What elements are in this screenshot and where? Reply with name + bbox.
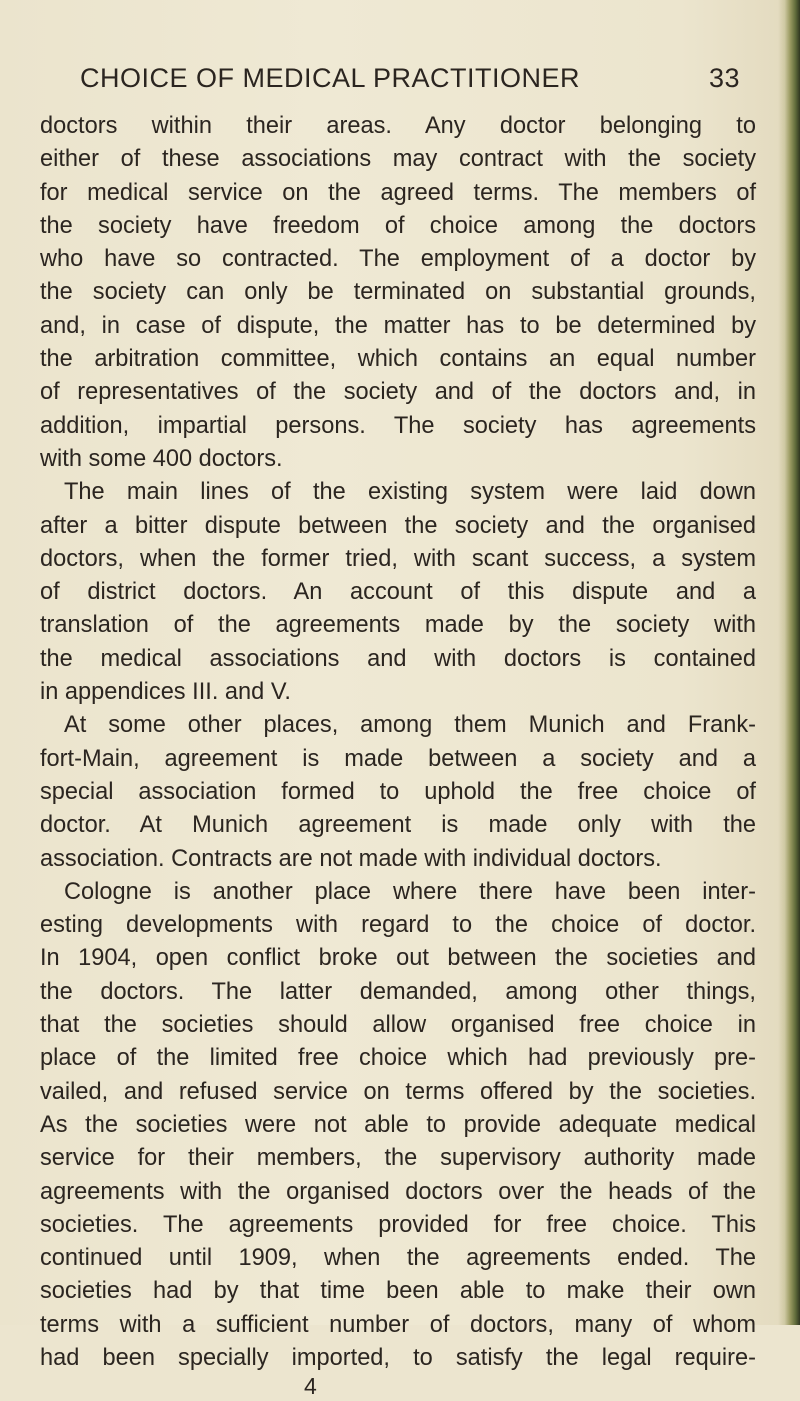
text-line: special association formed to uphold the free choice of — [40, 778, 756, 805]
text-line: Cologne is another place where there have been inter- — [64, 878, 756, 905]
text-line: fort-Main, agreement is made between a society and a — [40, 745, 756, 772]
text-line: doctors, when the former tried, with scant success, a system — [40, 545, 756, 572]
text-line: service for their members, the supervisory authority made — [40, 1145, 756, 1172]
text-line: At some other places, among them Munich and Frank- — [64, 712, 756, 739]
text-line: In 1904, open conflict broke out between the societies and — [40, 945, 756, 972]
signature-mark: 4 — [304, 1373, 317, 1399]
text-line: who have so contracted. The employment of a doctor by — [40, 246, 756, 273]
running-head — [80, 58, 740, 98]
text-line: after a bitter dispute between the society and the organised — [40, 512, 756, 539]
text-line: place of the limited free choice which had previously pre- — [40, 1045, 756, 1072]
text-line: translation of the agreements made by the society with — [40, 612, 756, 639]
text-line: of representatives of the society and of the doctors and, in — [40, 379, 756, 406]
text-line: that the societies should allow organised free choice in — [40, 1012, 756, 1039]
text-line: agreements with the organised doctors over the heads of the — [40, 1178, 756, 1205]
text-line: the society can only be terminated on substantial grounds, — [40, 279, 756, 306]
text-line: had been specially imported, to satisfy the legal require- — [40, 1344, 756, 1371]
running-title: CHOICE OF MEDICAL PRACTITIONER — [80, 63, 581, 93]
text-line: and, in case of dispute, the matter has to be determined by — [40, 312, 756, 339]
text-line: either of these associations may contract with the society — [40, 146, 756, 173]
text-line: vailed, and refused service on terms offered by the societies. — [40, 1078, 756, 1105]
text-line: addition, impartial persons. The society has agreements — [40, 412, 756, 439]
text-line: doctor. At Munich agreement is made only with the — [40, 812, 756, 839]
text-line: terms with a sufficient number of doctors, many of whom — [40, 1311, 756, 1338]
body-text — [24, 110, 764, 1375]
text-line: the society have freedom of choice among the doctors — [40, 212, 756, 239]
book-spine-edge — [778, 0, 800, 1325]
text-line: association. Contracts are not made with individual doctors. — [40, 845, 662, 872]
text-line: doctors within their areas. Any doctor belonging to — [40, 113, 756, 139]
text-line: societies had by that time been able to make their own — [40, 1278, 756, 1305]
text-line: the arbitration committee, which contains an equal number — [40, 346, 756, 373]
text-line: of district doctors. An account of this dispute and a — [40, 579, 756, 606]
text-line: the medical associations and with doctors is contained — [40, 645, 756, 672]
text-line: The main lines of the existing system were laid down — [64, 479, 756, 506]
text-line: As the societies were not able to provide adequate medical — [40, 1111, 756, 1138]
text-line: for medical service on the agreed terms. The members of — [40, 179, 756, 206]
text-line: continued until 1909, when the agreements ended. The — [40, 1245, 756, 1272]
text-line: with some 400 doctors. — [40, 445, 283, 472]
text-line: esting developments with regard to the choice of doctor. — [40, 912, 756, 939]
text-line: in appendices III. and V. — [40, 679, 291, 706]
page-number: 33 — [708, 63, 740, 93]
text-line: the doctors. The latter demanded, among other things, — [40, 978, 756, 1005]
text-line: societies. The agreements provided for free choice. This — [40, 1211, 756, 1238]
